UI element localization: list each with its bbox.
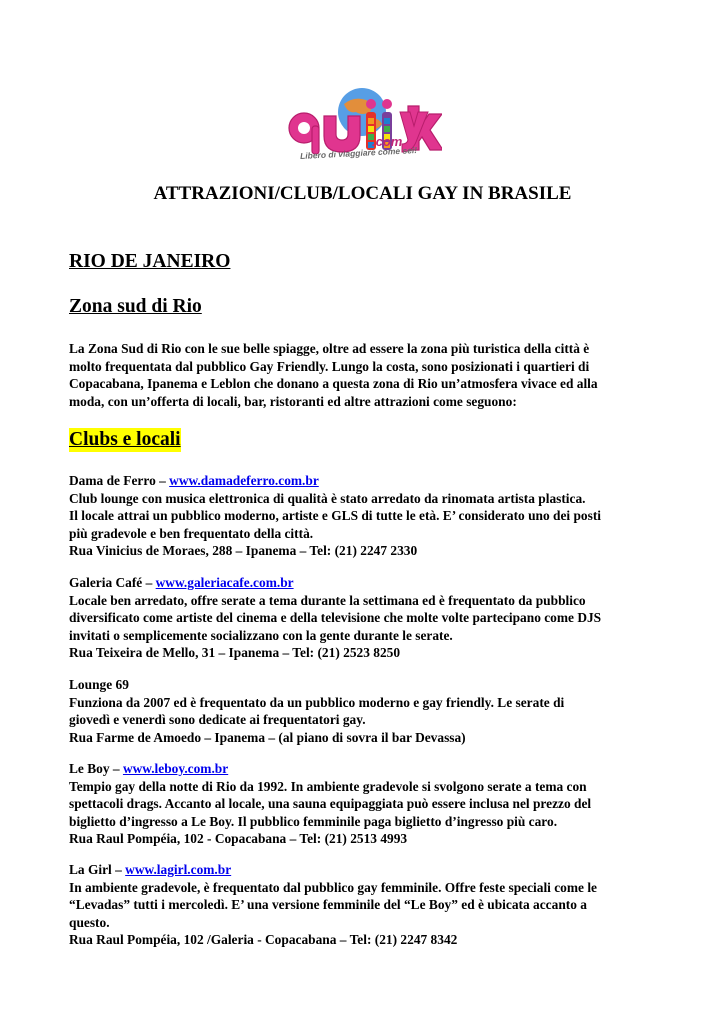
venue-header — [69, 574, 669, 592]
venue-link[interactable]: www.lagirl.com.br — [125, 862, 232, 877]
venue-line: questo. — [69, 914, 110, 930]
venue-line: giovedì e venerdì sono dedicate ai frequentatori gay. — [69, 712, 366, 728]
logo-tagline: Libero di viaggiare come sei! — [299, 144, 418, 162]
venue-separator: – — [111, 862, 126, 877]
intro-line: Copacabana, Ipanema e Leblon che donano a questa zona di Rio un’atmosfera vivace ed alla — [69, 376, 598, 391]
venue-header — [69, 676, 669, 694]
intro-line: La Zona Sud di Rio con le sue belle spiagge, oltre ad essere la zona più turistica della città è — [69, 341, 590, 356]
venue-separator: – — [109, 761, 123, 776]
venue-header — [69, 861, 669, 879]
venue-line: invitati o semplicemente socializzano con la gente durante le serate. — [69, 627, 453, 643]
venue-dama-de-ferro — [69, 472, 669, 560]
venue-link[interactable]: www.damadeferro.com.br — [169, 473, 319, 488]
venue-link[interactable]: www.galeriacafe.com.br — [155, 575, 294, 590]
venue-address: Rua Raul Pompéia, 102 /Galeria - Copacabana – Tel: (21) 2247 8342 — [69, 932, 458, 948]
intro-paragraph — [69, 340, 659, 410]
venue-line: Club lounge con musica elettronica di qualità è stato arredato da rinomata artista plastica. — [69, 490, 586, 506]
zone-heading: Zona sud di Rio — [69, 296, 202, 317]
venue-separator: – — [142, 575, 156, 590]
venue-line: Tempio gay della notte di Rio da 1992. In ambiente gradevole si svolgono serate a tema con — [69, 778, 587, 794]
venue-line: Locale ben arredato, offre serate a tema durante la settimana ed è frequentato da pubblico — [69, 592, 586, 608]
venue-la-girl — [69, 861, 669, 949]
venue-line: più gradevole e ben frequentato della città. — [69, 525, 314, 541]
venue-name: Lounge 69 — [69, 677, 129, 692]
venue-header — [69, 472, 669, 490]
logo-dotcom: .com — [372, 134, 403, 149]
venue-name: Dama de Ferro — [69, 473, 156, 488]
venue-line: Funziona da 2007 ed è frequentato da un pubblico moderno e gay friendly. Le serate di — [69, 694, 565, 710]
intro-line: moda, con un’offerta di locali, bar, ristoranti ed altre attrazioni come seguono: — [69, 393, 517, 409]
clubs-heading: Clubs e locali — [69, 429, 181, 450]
venue-line: In ambiente gradevole, è frequentato dal pubblico gay femminile. Offre feste speciali come le — [69, 879, 597, 895]
venue-name: La Girl — [69, 862, 112, 877]
intro-line: molto frequentata dal pubblico Gay Friendly. Lungo la costa, sono posizionati i quartieri di — [69, 358, 590, 374]
venue-galeria-cafe — [69, 574, 669, 662]
venue-link[interactable]: www.leboy.com.br — [122, 761, 229, 776]
venue-line: diversificato come artiste del cinema e della televisione che molte volte partecipano come DJS — [69, 610, 602, 626]
venue-lounge-69 — [69, 676, 669, 746]
venue-line: “Levadas” tutti i mercoledì. E’ una versione femminile del “Le Boy” ed è ubicata accanto a — [69, 897, 587, 913]
venue-address: Rua Raul Pompéia, 102 - Copacabana – Tel: (21) 2513 4993 — [69, 831, 408, 847]
city-heading: RIO DE JANEIRO — [69, 251, 231, 272]
venue-name: Galeria Café — [69, 575, 143, 590]
venue-address: Rua Farme de Amoedo – Ipanema – (al piano di sovra il bar Devassa) — [69, 729, 466, 745]
venue-le-boy — [69, 760, 669, 848]
venue-header — [69, 760, 669, 778]
document-title: ATTRAZIONI/CLUB/LOCALI GAY IN BRASILE — [153, 183, 572, 204]
venue-address: Rua Teixeira de Mello, 31 – Ipanema – Tel: (21) 2523 8250 — [69, 645, 401, 661]
venue-line: spettacoli drags. Accanto al locale, una sauna equipaggiata può essere inclusa nel prezzo del — [69, 796, 592, 812]
venue-address: Rua Vinicius de Moraes, 288 – Ipanema – Tel: (21) 2247 2330 — [69, 543, 418, 559]
venue-line: Il locale attrai un pubblico moderno, artiste e GLS di tutte le età. E’ considerato uno dei posti — [69, 508, 602, 524]
venue-separator: – — [155, 473, 170, 488]
venue-name: Le Boy — [69, 761, 110, 776]
venue-line: biglietto d’ingresso a Le Boy. Il pubblico femminile paga biglietto d’ingresso più caro. — [69, 813, 558, 829]
